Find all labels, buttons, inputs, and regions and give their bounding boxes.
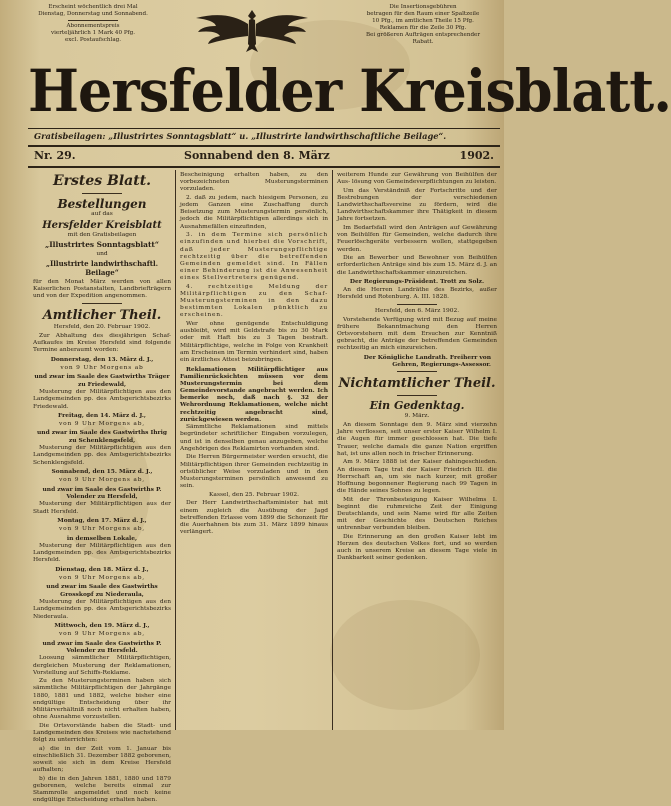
section-heading: Erstes Blatt.: [52, 173, 152, 189]
column-1: [33, 172, 171, 806]
issue-date: Sonnabend den 8. März: [184, 149, 330, 162]
info-line: excl. Postaufschlag.: [64, 37, 122, 43]
text-line: „Illustrirtes Sonntagsblatt“: [44, 240, 160, 250]
paragraph: a) die in der Zeit vom 1. Januar bis einschließlich 31. Dezember 1882 geborenen, soweit sie sich in dem Kreise Hersfeld aufhalten;: [33, 745, 171, 774]
schedule-place: und zwar im Saale des Gastwirths P. Volender zu Hersfeld.: [42, 639, 162, 654]
paragraph: An diesem Sonntage den 9. März sind vierzehn Jahre verflossen, seit unser erster Kaiser Wilhelm I. die Augen für immer geschlossen hat. Die tiefe Trauer, welche damals die ganze Nation ergriffen hat, ist uns allen noch in frischer Erinnerung.: [337, 422, 497, 457]
subscription-heading: Bestellungen: [57, 197, 147, 211]
section-heading: Amtlicher Theil.: [42, 308, 162, 324]
paragraph: Vorstehende Verfügung wird mit Bezug auf meine frühere Bekanntmachung den Herren Ortsvorstehern mit dem Ersuchen zur Kenntniß gebracht, die Anträge der betreffenden Gemeinden rechtzeitig an mich einzureichen.: [337, 316, 497, 352]
schedule-time: von 9 Uhr Morgens ab,: [59, 420, 145, 427]
info-line: Erscheint wöchentlich drei Mal: [48, 4, 138, 10]
dateline: Hersfeld, den 6. März 1902.: [374, 308, 460, 315]
info-line: vierteljährlich 1 Mark 40 Pfg.: [50, 30, 136, 36]
paragraph: Zu den Musterungsterminen haben sich sämmtliche Militärpflichtigen der Jahrgänge 1880, 1881 und 1882, welche bisher eine endgültige Entscheidung über ihr Militärverhältniß noch nicht erhalten haben, ohne Ausnahme vorzustellen.: [33, 678, 171, 721]
info-line: Abonnementspreis: [66, 23, 120, 29]
paragraph: Der Herr Landwirthschaftsminister hat mit einem zugleich die Ausübung der Jagd betreffenden Erlasse vom 1899 die Schonzeit für die Auerhahnen bis zum 31. März 1899 hinaus verlängert.: [180, 500, 328, 535]
issue-dateline: [34, 148, 496, 164]
schedule-date: Mittwoch, den 19. März d. J.,: [54, 622, 150, 630]
schedule-date: Donnerstag, den 13. März d. J.,: [50, 356, 154, 364]
paragraph: 3. in dem Termine sich persönlich einzufinden und hierbei die Vorschrift, daß jeder Musterungspflichtige rechtzeitig über die betreffenden Gemeinden gemeldet sind. In Fällen einer Behinderung ist die Anwesenheit eines Stellvertreters genügend.: [180, 232, 328, 282]
paragraph: Musterung der Militärpflichtigen aus den Landgemeinden pp. des Amtsgerichtsbezirks Niederaula.: [33, 599, 171, 620]
paragraph: Um das Verständniß der Fortschritte und der Bestrebungen der verschiedenen Landwirthschaftsvereine zu fördern, wird die Landwirthschaftskammer ihre Thätigkeit in diesem Jahre fortsetzen.: [337, 187, 497, 223]
schedule-place: und zwar im Saale des Gastwirths Grosskopf zu Niederaula,: [46, 583, 158, 598]
paragraph: Die Erinnerung an den großen Kaiser lebt im Herzen des deutschen Volkes fort, und so werden auch in unserem Kreise an diesem Tage viele in Dankbarkeit seiner gedenken.: [337, 533, 497, 562]
schedule-place: und zwar im Saale des Gastwirths Träger zu Friedewald,: [34, 373, 170, 388]
rule: [28, 145, 500, 147]
paragraph: Am 9. März 1888 ist der Kaiser dahingeschieden. An diesem Tage trat der Kaiser Friedrich III. die Herrschaft an, um sie nach kurzer, mit großer Hoffnung begonnener Regierung nach 99 Tagen in die Hände seines Sohnes zu legen.: [337, 459, 497, 494]
paragraph: Im Bedarfsfall wird den Anträgen auf Gewährung von Beihülfen für Gemeinden, welche dadurch ihre Feuerlöschgeräte verbessern wollen, stattgegeben werden.: [337, 225, 497, 253]
paragraph: Musterung der Militärpflichtigen aus den Landgemeinden pp. des Amtsgerichtsbezirks Hersfeld.: [33, 543, 171, 564]
column-divider: [175, 170, 176, 730]
subscription-title: Hersfelder Kreisblatt: [42, 219, 162, 231]
schedule-date: Sonnabend, den 15. März d. J.,: [51, 468, 153, 476]
paragraph: für den Monat März werden von allen Kaiserlichen Postanstalten, Landbriefträgern und von der Expedition angenommen.: [33, 278, 171, 300]
paragraph: Die an Bewerber und Bewohner von Beihülfen erforderlichen Anträge sind bis zum 15. März d. J. an die Landwirthschaftskammer einzureichen.: [337, 255, 497, 276]
paragraph: Die Herren Bürgermeister werden ersucht, die Militärpflichtigen ihrer Gemeinden rechtzeitig in ortsüblicher Weise vorzuladen und in den Musterungsterminen persönlich anwesend zu sein.: [180, 454, 328, 490]
info-line: Dienstag, Donnerstag und Sonnabend.: [38, 11, 148, 17]
paragraph: Musterung der Militärpflichtigen aus den Landgemeinden pp. des Amtsgerichtsbezirks Friedewald.: [33, 389, 171, 410]
schedule-place: und zwar im Saale des Gastwirths Ihrig zu Schenklengsfeld,: [37, 429, 167, 444]
newspaper-title: Hersfelder Kreisblatt.: [28, 57, 671, 125]
signature: Der Regierungs-Präsident. Trott zu Solz.: [349, 278, 485, 286]
rule: [28, 166, 500, 168]
schedule-time: von 9 Uhr Morgens ab,: [59, 630, 145, 637]
supplements-line: Gratisbeilagen: „Illustrirtes Sonntagsblatt“ u. „Illustrirte landwirthschaftliche Beilage“.: [34, 131, 447, 141]
advertising-info-box: [364, 4, 482, 56]
rule: [28, 128, 500, 129]
info-line: Bei größeren Aufträgen entsprechender: [365, 32, 481, 38]
paragraph: Loosung sämmtlicher Militärpflichtigen, dergleichen Musterung der Reklamationen, Vorstellung auf Schiffs-Reklame.: [33, 655, 171, 676]
schedule-date: Dienstag, den 18. März d. J.,: [55, 566, 149, 574]
text-line: auf das: [91, 211, 113, 217]
paragraph: Reklamationen Militärpflichtiger aus Familienrücksichten müssen vor dem Musterungstermin bei dem Gemeindevorstande angebracht werden. Ich bemerke noch, daß nach §. 32 der Wehrordnung Reklamationen, welche nicht rechtzeitig angebracht sind, zurückgewiesen werden.: [180, 365, 328, 423]
paper-stain: [330, 600, 480, 710]
info-line: Rabatt.: [412, 39, 434, 45]
paragraph: Zur Abhaltung des diesjährigen Schaf-Aufkaufes im Kreise Hersfeld sind folgende Termine anberaumt worden:: [33, 333, 171, 354]
paragraph: 2. daß zu jedem, nach hiesigem Personen, zu jedem Ganzen eine Zuschaffung durch Beisetzung zum Musterungstermin persönlich, jedoch die Militärpflichtigen allerdings sich in Ausnahmefällen einzufinden,: [180, 194, 328, 230]
paragraph: Wer ohne genügende Entschuldigung ausbleibt, wird mit Geldstrafe bis zu 30 Mark oder mit Haft bis zu 3 Tagen bestraft. Militärpflichtige, welche in Folge von Krankheit am Erscheinen im Termin verhindert sind, haben ein ärztliches Attest beizubringen.: [180, 321, 328, 363]
paragraph: An die Herren Landräthe des Bezirks, außer Hersfeld und Rotenburg. A. III. 1828.: [337, 286, 497, 300]
schedule-time: von 9 Uhr Morgens ab: [60, 364, 144, 371]
eagle-emblem-icon: [192, 4, 312, 54]
paragraph: 4. rechtzeitige Meldung der Militärpflichtigen zu den Schaf-Musterungsterminen in den dazu bestimmten Lokalen pünktlich zu erscheinen.: [180, 283, 328, 319]
signature: Der Königliche Landrath. Freiherr von Gehren, Regierungs-Assessor.: [363, 354, 491, 369]
schedule-time: von 9 Uhr Morgens ab,: [59, 574, 145, 581]
issue-number: Nr. 29.: [34, 149, 76, 162]
column-2: [180, 172, 328, 538]
schedule-date: Freitag, den 14. März d. J.,: [58, 412, 146, 420]
info-line: Die Insertionsgebühren: [389, 4, 457, 10]
column-3: [337, 172, 497, 564]
schedule-date: Montag, den 17. März d. J.,: [57, 517, 147, 525]
info-line: betragen für den Raum einer Spaltzeile: [366, 11, 480, 17]
dateline: Kassel, den 25. Februar 1902.: [209, 491, 299, 498]
info-line: 10 Pfg., im amtlichen Theile 15 Pfg.: [372, 18, 474, 24]
schedule-time: von 9 Uhr Morgens ab,: [59, 476, 145, 483]
paragraph: Mit der Thronbesteigung Kaiser Wilhelms I. beginnt die ruhmreiche Zeit der Einigung Deutschlands, und sein Name wird für alle Zeiten mit der Geschichte des Deutschen Reiches untrennbar verbunden bleiben.: [337, 496, 497, 532]
text-line: 9. März.: [404, 413, 430, 420]
info-line: Reklamen für die Zeile 30 Pfg.: [379, 25, 467, 31]
text-line: mit den Gratisbeilagen: [67, 231, 137, 238]
text-line: „Illustrirte landwirthschaftl. Beilage“: [45, 259, 159, 278]
article-heading: Ein Gedenktag.: [369, 399, 465, 413]
paragraph: Musterung der Militärpflichtigen aus den Landgemeinden pp. des Amtsgerichtsbezirks Schenklengsfeld.: [33, 445, 171, 466]
subscription-info-box: [34, 4, 152, 56]
paragraph: Bescheinigung erhalten haben, zu den vorbezeichneten Musterungsterminen vorzuladen.: [180, 172, 328, 193]
schedule-place: und zwar im Saale des Gastwirths P. Volender zu Hersfeld,: [42, 485, 162, 500]
paragraph: Sämmtliche Reklamationen sind mittels begründeter schriftlicher Eingaben vorzulegen, und ist in denselben genau anzugeben, welche Angehörigen des Reklamirten vorhanden sind.: [180, 424, 328, 452]
schedule-place: in demselben Lokale,: [66, 534, 138, 542]
text-line: und: [96, 250, 108, 257]
paragraph: Die Ortsvorstände haben die Stadt- und Landgemeinden des Kreises wie nachstehend folgt zu unterrichten:: [33, 722, 171, 744]
section-heading: Nichtamtlicher Theil.: [338, 376, 496, 392]
dateline: Hersfeld, den 20. Februar 1902.: [53, 324, 151, 331]
schedule-time: von 9 Uhr Morgens ab,: [59, 525, 145, 532]
issue-year: 1902.: [459, 149, 494, 162]
paragraph: Musterung der Militärpflichtigen aus der Stadt Hersfeld.: [33, 501, 171, 515]
paragraph: b) die in den Jahren 1881, 1880 und 1879 geborenen, welche bereits einmal zur Stammrolle angemeldet und noch keine endgültige Entscheidung erhalten haben.: [33, 775, 171, 804]
column-divider: [332, 170, 333, 730]
paragraph: weiterem Hunde zur Gewährung von Beihülfen der Aus- lösung von Gemeindeverpflichtungen zu leisten.: [337, 172, 497, 186]
